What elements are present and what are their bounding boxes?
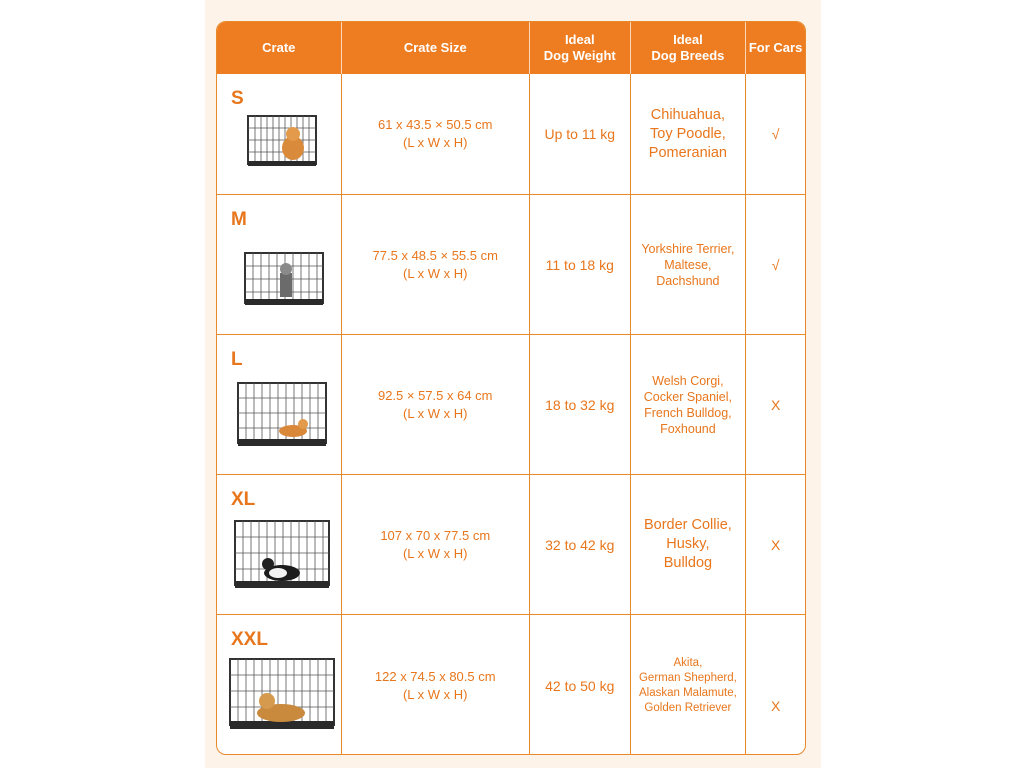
- crate-image: [234, 519, 330, 593]
- breeds-cell: Chihuahua, Toy Poodle, Pomeranian: [631, 74, 747, 194]
- header-crate: Crate: [217, 22, 342, 74]
- cars-cell: X: [770, 396, 781, 413]
- header-ideal-weight: Ideal Dog Weight: [530, 22, 631, 74]
- cars-cell: √: [771, 256, 780, 273]
- size-label: S: [231, 88, 244, 109]
- table-body: [217, 74, 805, 755]
- dims-cell: 77.5 x 48.5 × 55.5 cm (L x W x H): [342, 195, 530, 334]
- table-row: [217, 615, 805, 755]
- dims-cell: 107 x 70 x 77.5 cm (L x W x H): [342, 475, 530, 614]
- crate-cell: [217, 335, 342, 474]
- header-crate-size: Crate Size: [342, 22, 530, 74]
- size-label: XL: [231, 489, 256, 510]
- size-label: M: [231, 209, 247, 230]
- table-row: [217, 74, 805, 195]
- breeds-cell: Yorkshire Terrier, Maltese, Dachshund: [631, 195, 747, 334]
- weight-cell: Up to 11 kg: [530, 74, 631, 194]
- header-for-cars: For Cars: [748, 40, 803, 55]
- crate-cell: [217, 74, 342, 194]
- breeds-cell: Akita, German Shepherd, Alaskan Malamute, Golden Retriever: [631, 615, 747, 755]
- breeds-cell: Welsh Corgi, Cocker Spaniel, French Bulldog, Foxhound: [631, 335, 747, 474]
- crate-cell: [217, 615, 342, 755]
- cars-cell: X: [770, 536, 781, 553]
- size-label: XXL: [231, 629, 268, 650]
- weight-cell: 42 to 50 kg: [530, 615, 631, 755]
- breeds-cell: Border Collie, Husky, Bulldog: [631, 475, 747, 614]
- table-row: [217, 335, 805, 475]
- cars-cell: X: [770, 697, 781, 714]
- crate-image: [237, 381, 327, 451]
- crate-image: [229, 657, 335, 735]
- dims-cell: 122 x 74.5 x 80.5 cm (L x W x H): [342, 615, 530, 755]
- crate-cell: [217, 475, 342, 614]
- table-header: [217, 22, 805, 74]
- size-label: L: [231, 349, 243, 370]
- header-ideal-breeds: Ideal Dog Breeds: [631, 22, 747, 74]
- weight-cell: 32 to 42 kg: [530, 475, 631, 614]
- cars-cell: √: [771, 126, 780, 142]
- dims-cell: 61 x 43.5 × 50.5 cm (L x W x H): [342, 74, 530, 194]
- weight-cell: 18 to 32 kg: [530, 335, 631, 474]
- crate-image: [244, 251, 324, 309]
- table-row: [217, 195, 805, 335]
- crate-cell: [217, 195, 342, 334]
- weight-cell: 11 to 18 kg: [530, 195, 631, 334]
- table-row: [217, 475, 805, 615]
- crate-image: [247, 114, 317, 168]
- crate-size-table: [216, 21, 806, 755]
- dims-cell: 92.5 × 57.5 x 64 cm (L x W x H): [342, 335, 530, 474]
